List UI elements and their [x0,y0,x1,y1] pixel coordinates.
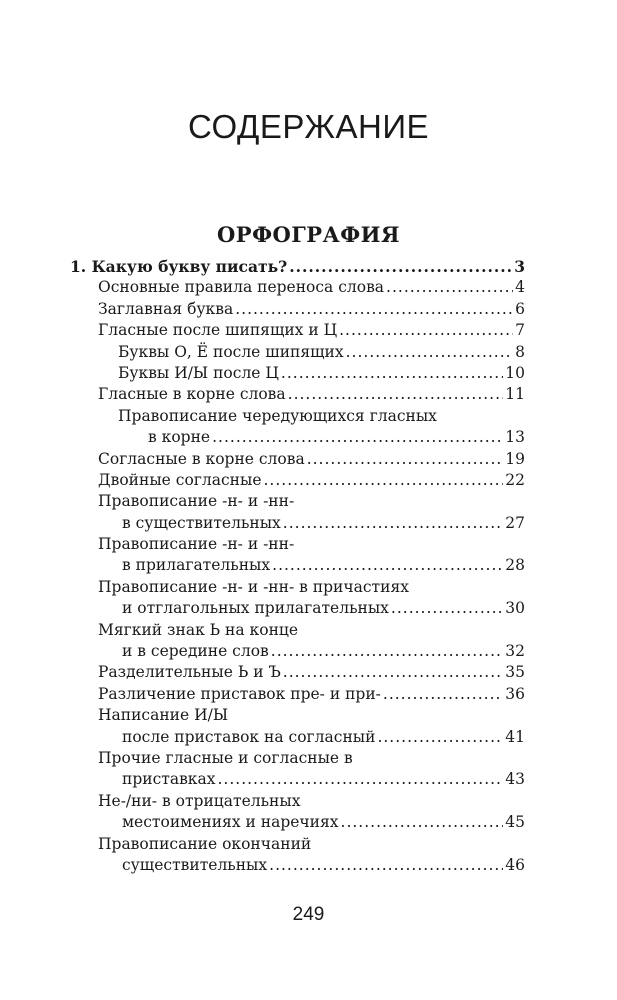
toc-entry [70,342,525,363]
toc-entry-title: Правописание окончаний [98,834,312,853]
toc-entry [70,299,525,320]
toc-dot-leader [217,769,503,790]
toc-entry [70,684,525,705]
toc-entry-title: Правописание -н- и -нн- [98,492,295,511]
toc-dot-leader [235,299,513,320]
toc-dot-leader [391,598,503,619]
toc-entry [70,256,525,277]
toc-entry-page: 8 [515,342,525,361]
toc-entry-title: Буквы О, Ё после шипящих [118,342,344,361]
toc-entry-title: Двойные согласные [98,470,262,489]
toc-entry-page: 43 [505,770,525,789]
toc-entry-title: местоимениях и наречиях [122,813,339,832]
toc-entry-page: 10 [505,363,525,382]
toc-entry-title: Мягкий знак Ь на конце [98,620,299,639]
toc-entry-title: Правописание -н- и -нн- [98,535,295,554]
toc-entry [70,855,525,876]
toc-dot-leader [283,662,504,683]
section-title: ОРФОГРАФИЯ [217,222,400,247]
page-title: СОДЕРЖАНИЕ [187,108,430,145]
toc-dot-leader [289,256,512,277]
toc-entry-title: Правописание чередующихся гласных [118,406,437,425]
toc-entry-title: Правописание -н- и -нн- в причастиях [98,577,409,596]
toc-dot-leader [341,812,504,833]
toc-entry [70,470,525,491]
toc-entry-page: 13 [505,428,525,447]
toc-entry [70,641,525,662]
toc-entry-page: 45 [505,813,525,832]
toc-entry [70,727,525,748]
toc-entry-title: Гласные в корне слова [98,385,286,404]
toc-dot-leader [386,277,513,298]
toc-entry-page: 41 [505,727,525,746]
toc-entry-title: Согласные в корне слова [98,449,305,468]
toc-entry [70,791,525,812]
toc-entry-title: Буквы И/Ы после Ц [118,363,279,382]
toc-entry [70,491,525,512]
toc-entry-title: после приставок на согласный [122,727,376,746]
toc-entry [70,812,525,833]
toc-entry-title: и в середине слов [122,642,269,661]
toc-entry [70,598,525,619]
toc-entry [70,277,525,298]
toc-entry [70,834,525,855]
toc-entry-page: 11 [505,385,525,404]
toc-entry-page: 6 [515,299,525,318]
toc-entry [70,620,525,641]
toc-entry-title: Различение приставок пре- и при- [98,684,381,703]
toc-entry-title: приставках [122,770,216,789]
toc-entry-title: в корне [148,428,211,447]
toc-entry-title: Не-/ни- в отрицательных [98,791,301,810]
page-number: 249 [292,904,325,925]
table-of-contents [70,256,525,876]
toc-entry-page: 46 [505,855,525,874]
toc-entry [70,427,525,448]
toc-entry-page: 28 [505,556,525,575]
toc-dot-leader [307,449,504,470]
toc-entry [70,577,525,598]
toc-entry-title: существительных [122,855,268,874]
toc-dot-leader [212,427,503,448]
toc-dot-leader [264,470,504,491]
toc-entry-page: 27 [505,513,525,532]
toc-dot-leader [269,855,503,876]
toc-entry-page: 36 [505,684,525,703]
toc-dot-leader [383,684,503,705]
toc-entry-title: Основные правила переноса слова [98,278,385,297]
toc-entry [70,363,525,384]
toc-dot-leader [339,320,513,341]
toc-entry-title: в прилагательных [122,556,271,575]
toc-entry-title: Заглавная буква [98,299,234,318]
toc-entry-title: и отглагольных прилагательных [122,599,389,618]
toc-entry-page: 7 [515,321,525,340]
toc-entry [70,406,525,427]
toc-entry [70,748,525,769]
toc-dot-leader [377,727,503,748]
toc-entry [70,513,525,534]
toc-dot-leader [283,513,503,534]
toc-entry [70,555,525,576]
toc-entry [70,384,525,405]
toc-entry-title: в существительных [122,513,281,532]
toc-entry-title: Гласные после шипящих и Ц [98,321,338,340]
toc-entry [70,662,525,683]
toc-entry [70,320,525,341]
toc-entry-page: 30 [505,599,525,618]
toc-dot-leader [288,384,504,405]
toc-entry-page: 3 [514,257,525,276]
toc-dot-leader [346,342,514,363]
toc-entry [70,449,525,470]
toc-dot-leader [271,641,504,662]
toc-entry-page: 22 [505,470,525,489]
toc-entry-page: 32 [505,642,525,661]
toc-entry-title: 1. Какую букву писать? [70,257,288,276]
toc-dot-leader [272,555,503,576]
toc-entry-page: 35 [505,663,525,682]
toc-entry [70,534,525,555]
toc-dot-leader [281,363,503,384]
toc-entry-title: Написание И/Ы [98,706,229,725]
toc-entry [70,705,525,726]
toc-entry-page: 19 [505,449,525,468]
toc-entry [70,769,525,790]
toc-entry-page: 4 [515,278,525,297]
toc-entry-title: Разделительные Ь и Ъ [98,663,281,682]
toc-entry-title: Прочие гласные и согласные в [98,748,353,767]
